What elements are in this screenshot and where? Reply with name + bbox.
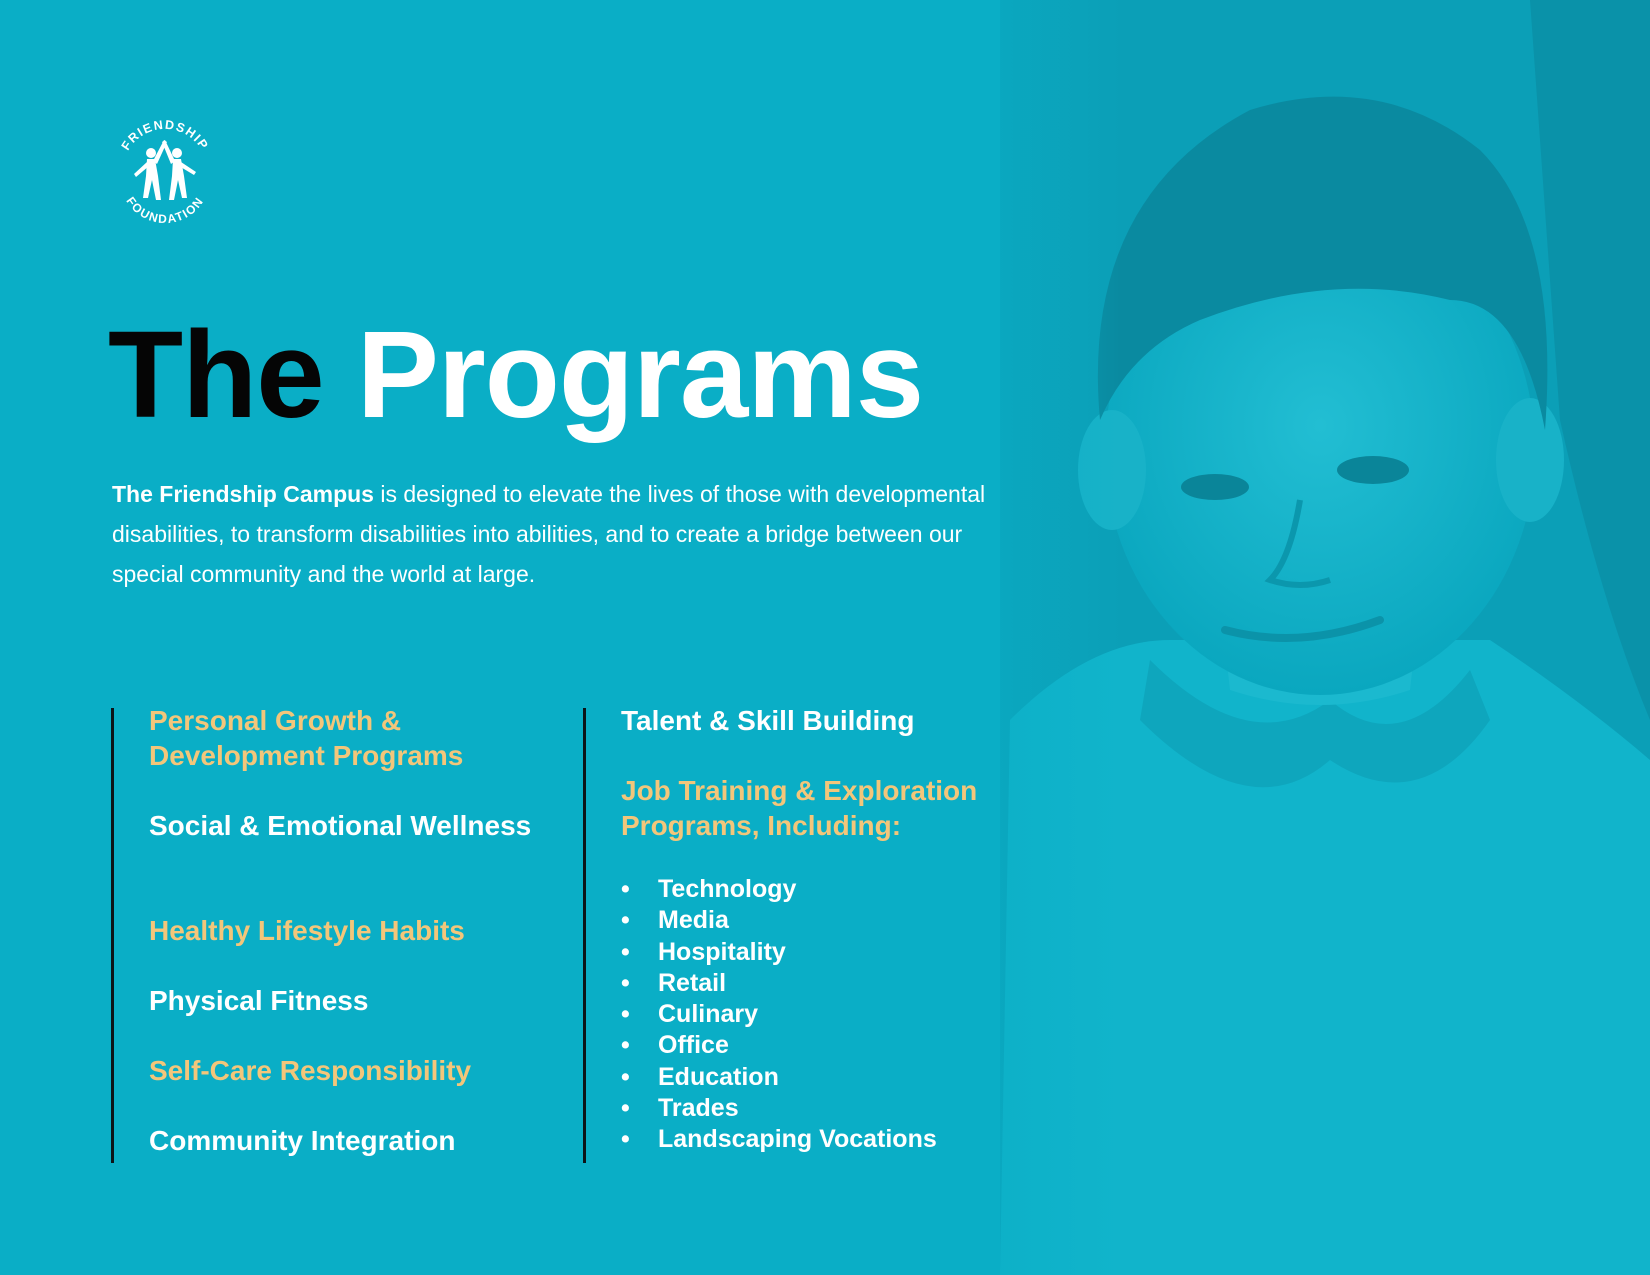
friendship-foundation-logo: [106, 108, 224, 226]
list-item-media: • Media: [621, 905, 937, 936]
program-item-personal-growth: Personal Growth & Development Programs: [149, 705, 464, 771]
program-item-social-emotional: Social & Emotional Wellness: [149, 810, 532, 841]
svg-text:FOUNDATION: [123, 194, 206, 226]
bullet-icon: •: [621, 1125, 630, 1154]
list-item-hospitality: • Hospitality: [621, 937, 937, 968]
list-item-culinary: • Culinary: [621, 999, 937, 1030]
bullet-icon: •: [621, 1000, 630, 1029]
program-item-talent-skill: Talent & Skill Building: [621, 705, 915, 736]
bullet-icon: •: [621, 1094, 630, 1123]
bullet-icon: •: [621, 1031, 630, 1060]
logo-text-top: FRIENDSHIP: [118, 117, 212, 153]
bullet-icon: •: [621, 937, 630, 966]
list-item-retail: • Retail: [621, 968, 937, 999]
vocation-list: [621, 874, 937, 1156]
bullet-icon: •: [621, 875, 630, 903]
intro-text: is designed to elevate the lives of those with developmental disabilities, to transform disabilities into abilities, and to create a bridge between our special community and the world at large.: [112, 481, 986, 587]
title-word-the: The: [108, 307, 324, 444]
intro-paragraph: [112, 474, 1012, 594]
program-item-self-care: Self-Care Responsibility: [149, 1055, 472, 1086]
program-item-healthy-lifestyle: Healthy Lifestyle Habits: [149, 915, 465, 946]
logo-text-bottom: FOUNDATION: [123, 194, 207, 226]
list-item-trades: • Trades: [621, 1093, 937, 1124]
list-item-education: • Education: [621, 1062, 937, 1093]
program-item-job-training: Job Training & Exploration Programs, Including:: [621, 775, 978, 841]
list-item-office: • Office: [621, 1030, 937, 1061]
program-item-community-integration: Community Integration: [149, 1125, 456, 1156]
page-title: [108, 307, 924, 444]
left-program-column: [111, 705, 554, 1163]
bullet-icon: •: [621, 968, 630, 997]
right-program-column: [583, 705, 1066, 1163]
list-item-technology: • Technology: [621, 874, 937, 905]
list-item-landscaping: • Landscaping Vocations: [621, 1124, 937, 1155]
program-item-physical-fitness: Physical Fitness: [149, 985, 369, 1016]
bullet-icon: •: [621, 906, 630, 935]
bullet-icon: •: [621, 1062, 630, 1091]
intro-campus-name: The Friendship Campus: [112, 481, 374, 507]
title-word-programs: Programs: [356, 307, 924, 444]
